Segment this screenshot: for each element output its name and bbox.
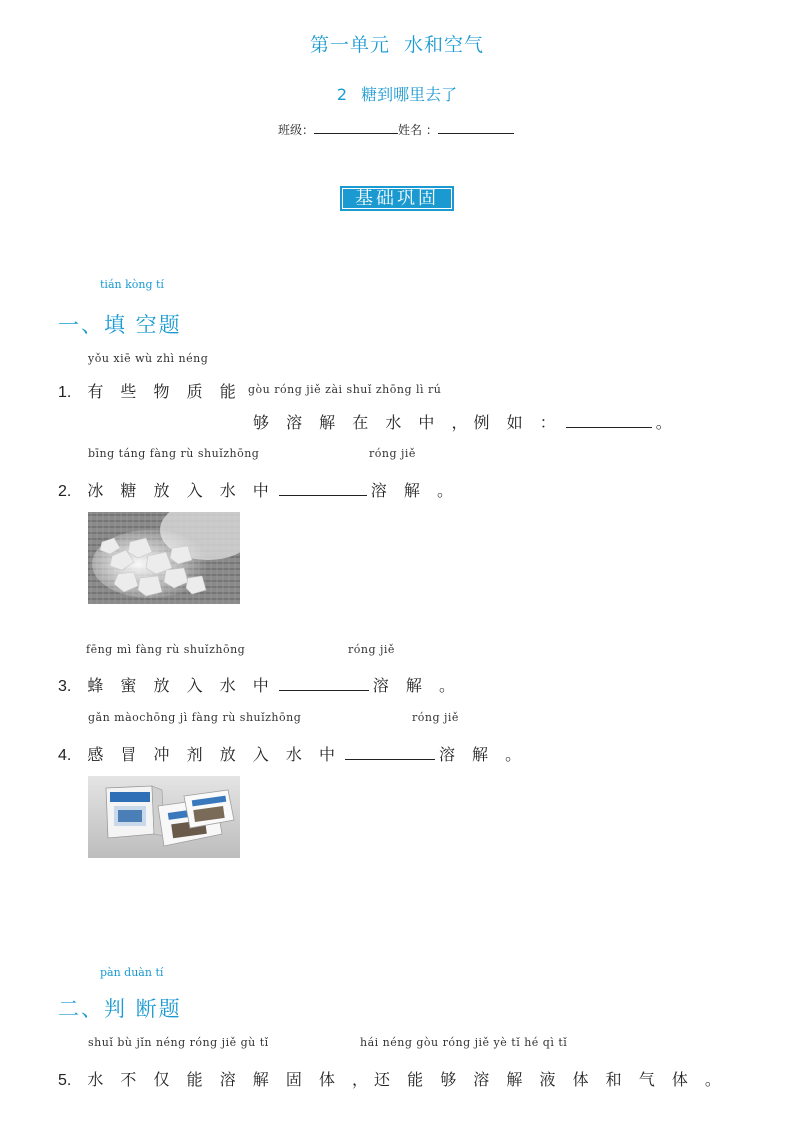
name-label: 姓名 ：	[398, 123, 438, 137]
class-label: 班级：	[278, 123, 315, 137]
q4-pinyin-b: róng jiě	[412, 711, 459, 724]
q1-text-a: 有 些 物 质 能	[87, 382, 242, 401]
q4-number: 4.	[58, 747, 72, 764]
section1-title: 一、填 空题	[58, 313, 182, 337]
q2-answer-blank[interactable]	[279, 481, 367, 496]
q1-number: 1.	[58, 384, 72, 401]
q2-pinyin-a: bīng táng fàng rù shuǐzhōng	[88, 447, 260, 460]
q1-answer-blank[interactable]	[566, 413, 652, 428]
q5-pinyin-a: shuǐ bù jǐn néng róng jiě gù tǐ	[88, 1036, 269, 1049]
q5-text-a: 水 不 仅 能 溶 解 固 体 ，	[87, 1070, 375, 1089]
q1-text-b: 够 溶 解 在 水 中 ，例 如 ：	[253, 413, 562, 432]
student-info-line	[278, 121, 514, 138]
unit-title	[0, 30, 794, 57]
unit-name: 水和空气	[404, 34, 485, 56]
q3-answer-blank[interactable]	[279, 676, 369, 691]
q5-pinyin-b: hái néng gòu róng jiě yè tǐ hé qì tǐ	[360, 1036, 568, 1049]
lesson-title	[0, 82, 794, 105]
q1-pinyin-a: yǒu xiē wù zhì néng	[88, 352, 209, 365]
q3-text-a: 蜂 蜜 放 入 水 中	[87, 676, 275, 695]
rock-sugar-image	[88, 512, 240, 604]
q4-pinyin-a: gǎn màochōng jì fàng rù shuǐzhōng	[88, 711, 302, 724]
q3-number: 3.	[58, 678, 72, 695]
cold-medicine-image	[88, 776, 240, 858]
q2-text-b: 溶 解 。	[370, 481, 459, 500]
q1-line-a	[58, 379, 242, 402]
q5-number: 5.	[58, 1072, 72, 1089]
q2-text-a: 冰 糖 放 入 水 中	[87, 481, 275, 500]
q2-pinyin-b: róng jiě	[369, 447, 416, 460]
q4-answer-blank[interactable]	[345, 745, 435, 760]
lesson-name: 糖到哪里去了	[361, 85, 458, 104]
q2-number: 2.	[58, 483, 72, 500]
lesson-number: 2	[336, 85, 348, 104]
q4-line	[58, 742, 527, 765]
q1-pinyin-b: gòu róng jiě zài shuǐ zhōng lì rú	[248, 383, 442, 396]
name-blank[interactable]	[438, 121, 514, 134]
q3-pinyin-b: róng jiě	[348, 643, 395, 656]
section2-pinyin: pàn duàn tí	[100, 966, 164, 979]
q4-text-a: 感 冒 冲 剂 放 入 水 中	[87, 745, 341, 764]
q1-line-b	[253, 410, 678, 433]
section1-pinyin: tián kòng tí	[100, 278, 164, 291]
q3-line	[58, 673, 461, 696]
q3-text-b: 溶 解 。	[372, 676, 461, 695]
class-blank[interactable]	[314, 121, 398, 134]
q3-pinyin-a: fēng mì fàng rù shuǐzhōng	[86, 643, 246, 656]
rock-sugar-photo-icon	[88, 512, 240, 604]
q5-text-b: 还 能 够 溶 解 液 体 和 气 体 。	[374, 1070, 727, 1089]
q4-text-b: 溶 解 。	[438, 745, 528, 764]
unit-number: 第一单元	[309, 34, 390, 56]
q1-end: 。	[655, 413, 678, 432]
section-banner	[340, 186, 454, 211]
banner-label: 基础巩固	[342, 188, 452, 209]
section2-title: 二、判 断题	[58, 997, 182, 1021]
cold-medicine-photo-icon	[88, 776, 240, 858]
q5-line	[58, 1067, 727, 1090]
q2-line	[58, 478, 459, 501]
